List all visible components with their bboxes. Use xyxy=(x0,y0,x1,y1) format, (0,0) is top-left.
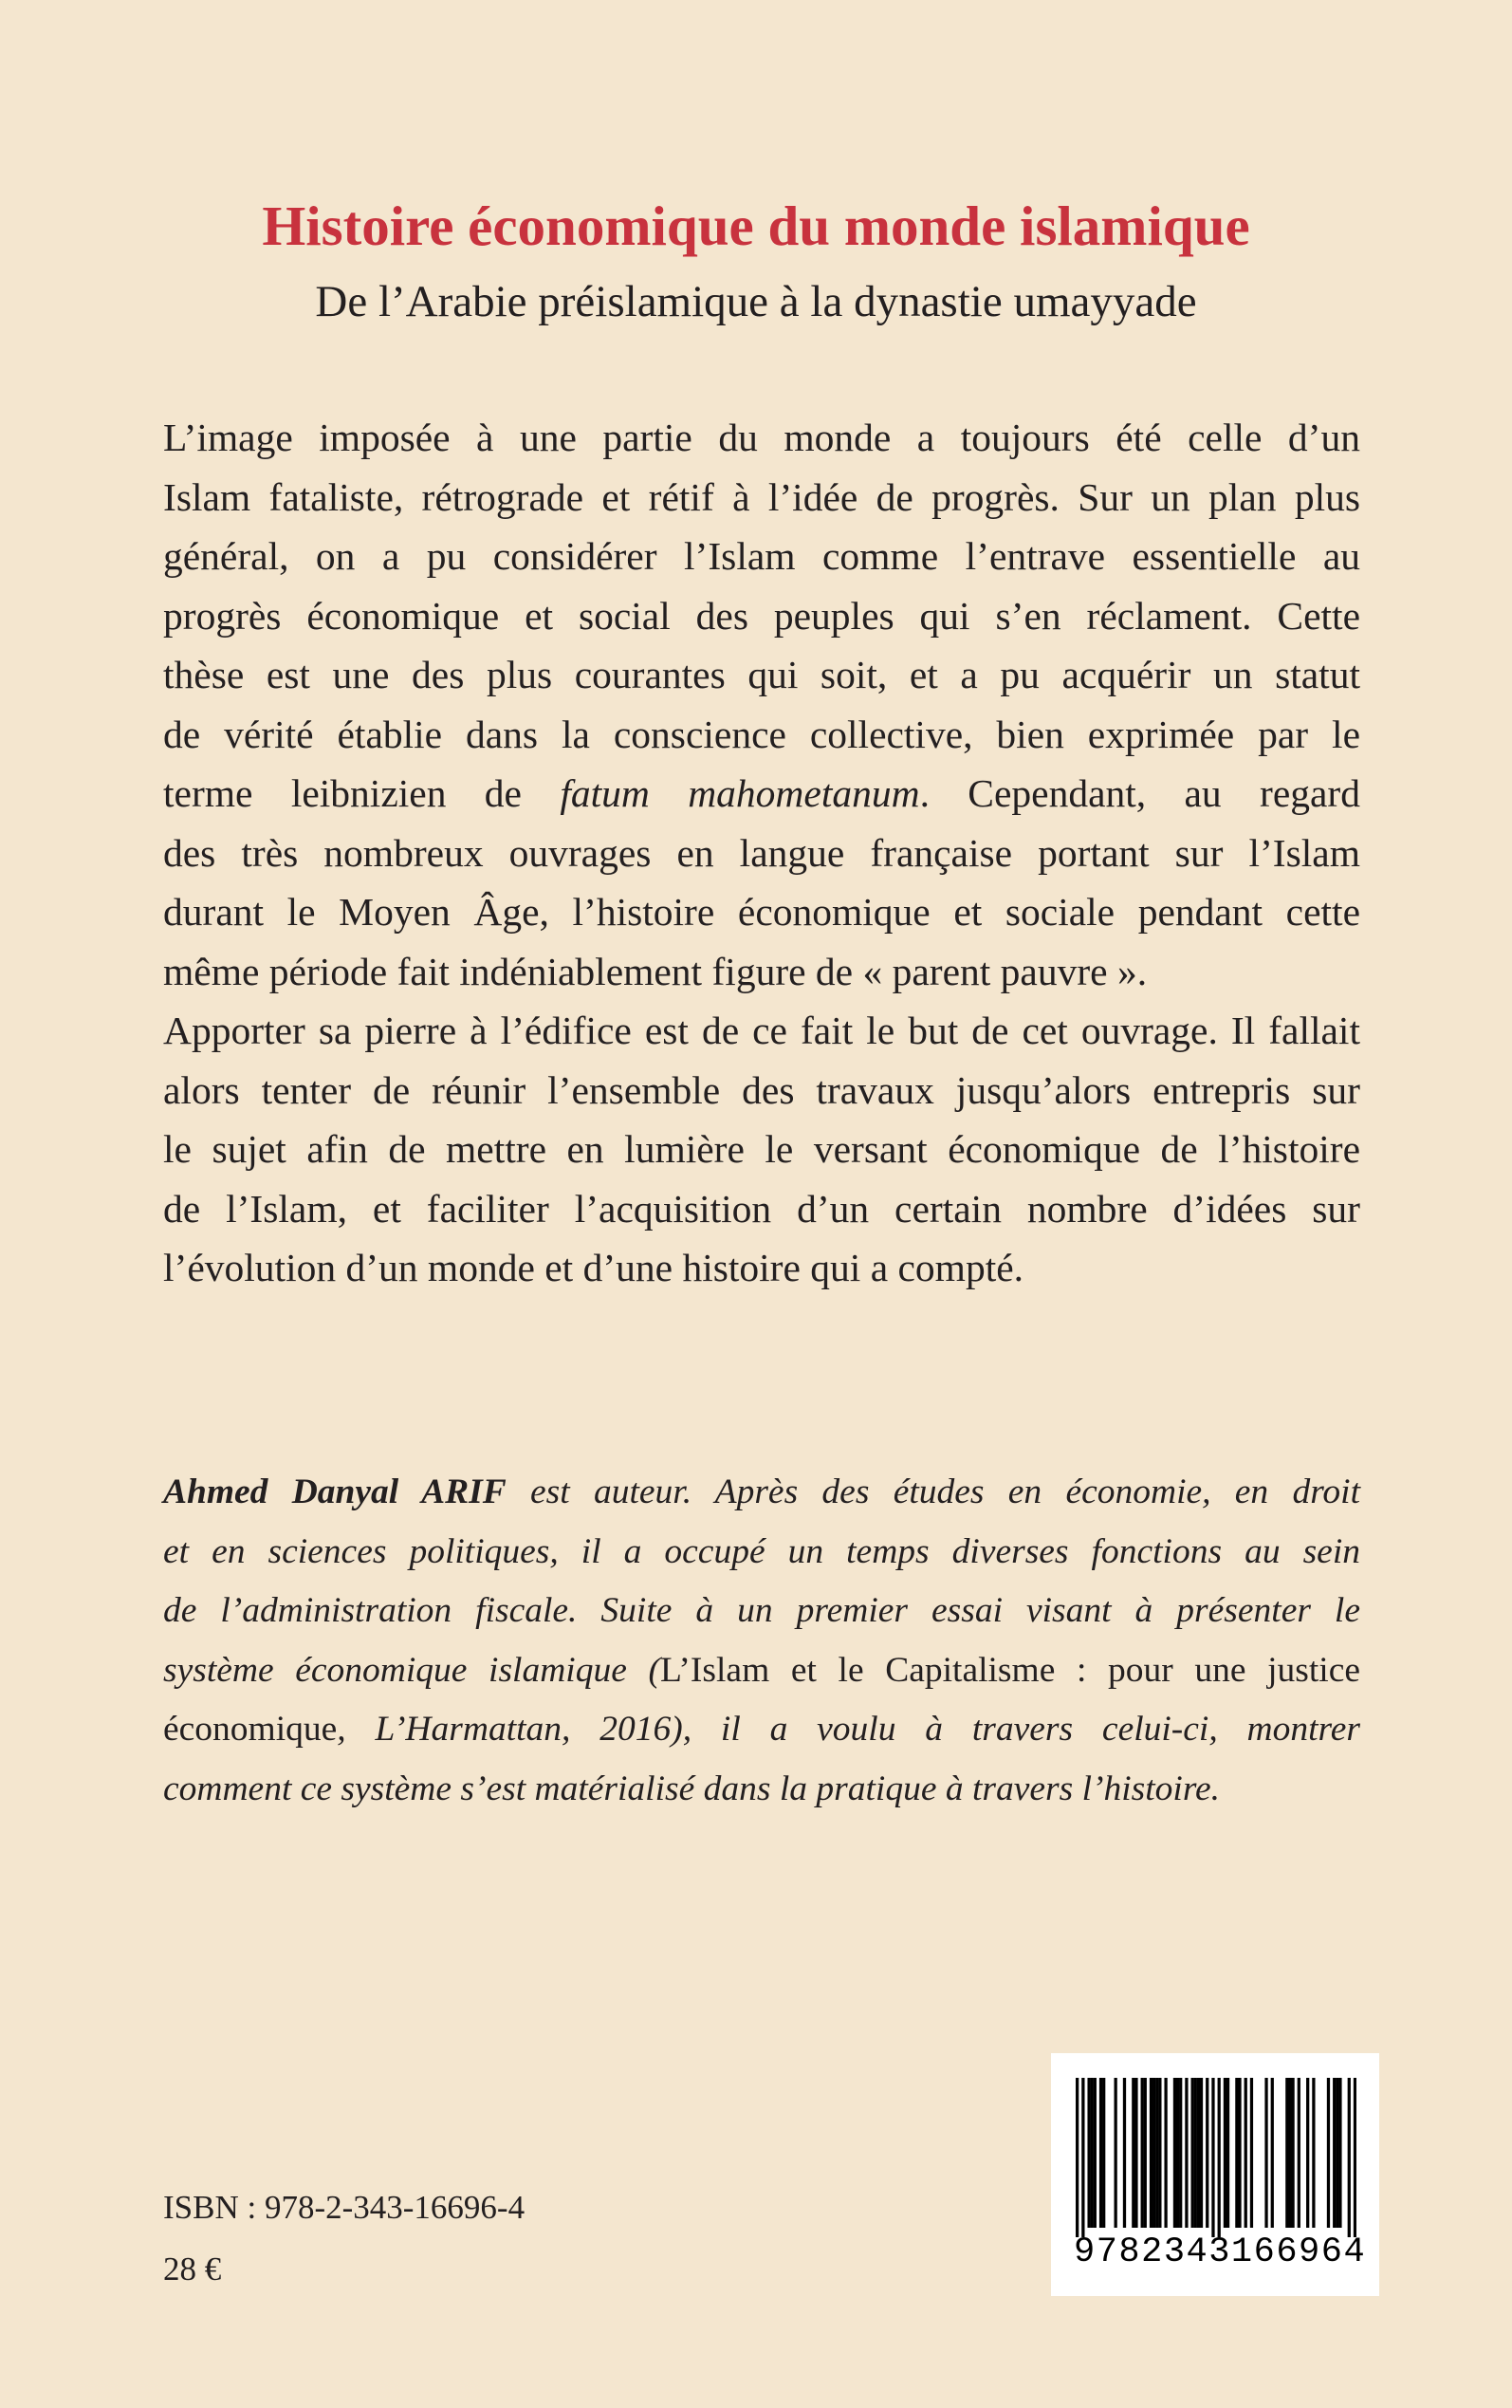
barcode-bar xyxy=(1338,2078,1341,2228)
barcode-bar xyxy=(1123,2078,1126,2228)
author-line: comment ce système s’est matérialisé dans la pratique à travers l’histoire. xyxy=(163,1769,1221,1808)
author-text: est auteur. Après des études en économie, en droit xyxy=(506,1473,1360,1511)
barcode-bar xyxy=(1285,2078,1288,2228)
synopsis-line: progrès économique et social des peuples qui s’en réclament. Cette xyxy=(163,593,1360,638)
barcode-bar xyxy=(1348,2078,1351,2237)
barcode-bar xyxy=(1238,2078,1241,2228)
barcode-bar xyxy=(1194,2078,1197,2228)
synopsis xyxy=(163,408,1360,1298)
barcode-bar xyxy=(1333,2078,1336,2228)
barcode-bar xyxy=(1091,2078,1094,2228)
barcode-bar xyxy=(1179,2078,1182,2228)
barcode-bar xyxy=(1158,2078,1161,2228)
synopsis-line: le sujet afin de mettre en lumière le versant économique de l’histoire xyxy=(163,1127,1360,1171)
barcode-bar xyxy=(1132,2078,1134,2228)
latin-term: fatum mahometanum xyxy=(560,771,920,815)
barcode-bar xyxy=(1200,2078,1203,2228)
synopsis-line: de l’Islam, et faciliter l’acquisition d’un certain nombre d’idées sur xyxy=(163,1186,1360,1231)
barcode-bar xyxy=(1176,2078,1179,2228)
barcode-bar xyxy=(1173,2078,1176,2228)
barcode-bar xyxy=(1206,2078,1208,2228)
barcode xyxy=(1051,2053,1379,2296)
barcode-bar xyxy=(1250,2078,1253,2228)
barcode-bar xyxy=(1144,2078,1147,2228)
barcode-bar xyxy=(1134,2078,1137,2228)
cited-book-title: économique xyxy=(163,1710,338,1749)
barcode-bar xyxy=(1102,2078,1105,2228)
barcode-bar xyxy=(1327,2078,1330,2228)
barcode-bar xyxy=(1094,2078,1097,2228)
barcode-bar xyxy=(1155,2078,1158,2228)
barcode-bar xyxy=(1312,2078,1315,2228)
barcode-bar xyxy=(1115,2078,1117,2228)
barcode-bar xyxy=(1271,2078,1274,2228)
synopsis-line: même période fait indéniablement figure de « parent pauvre ». xyxy=(163,949,1148,993)
barcode-digits: 9782343166964 xyxy=(1074,2232,1367,2272)
barcode-bar xyxy=(1291,2078,1294,2228)
barcode-bar xyxy=(1224,2078,1226,2228)
barcode-bars xyxy=(1076,2078,1356,2237)
barcode-bar xyxy=(1081,2078,1084,2237)
barcode-bar xyxy=(1354,2078,1356,2237)
barcode-bar xyxy=(1087,2078,1090,2228)
author-line xyxy=(163,1700,1360,1760)
synopsis-line: Islam fataliste, rétrograde et rétif à l’idée de progrès. Sur un plan plus xyxy=(163,474,1360,519)
synopsis-line: l’évolution d’un monde et d’une histoire qui a compté. xyxy=(163,1246,1024,1289)
synopsis-text: terme leibnizien de xyxy=(163,771,561,815)
synopsis-line: de vérité établie dans la conscience collective, bien exprimée par le xyxy=(163,712,1360,756)
synopsis-line: des très nombreux ouvrages en langue française portant sur l’Islam xyxy=(163,830,1360,875)
synopsis-line: thèse est une des plus courantes qui soit, et a pu acquérir un statut xyxy=(163,653,1360,696)
barcode-bar xyxy=(1218,2078,1221,2237)
barcode-bar xyxy=(1076,2078,1079,2237)
book-subtitle: De l’Arabie préislamique à la dynastie umayyade xyxy=(315,277,1197,326)
synopsis-line: Apporter sa pierre à l’édifice est de ce fait le but de cet ouvrage. Il fallait xyxy=(163,1009,1360,1052)
barcode-bar xyxy=(1226,2078,1229,2228)
synopsis-text: . Cependant, au regard xyxy=(919,771,1360,815)
price: 28 € xyxy=(163,2251,222,2288)
synopsis-line: durant le Moyen Âge, l’histoire économique et sociale pendant cette xyxy=(163,890,1360,934)
synopsis-line: général, on a pu considérer l’Islam comme l’entrave essentielle au xyxy=(163,534,1360,578)
author-line: de l’administration fiscale. Suite à un premier essai visant à présenter le xyxy=(163,1591,1360,1630)
barcode-bar xyxy=(1298,2078,1300,2228)
barcode-bar xyxy=(1306,2078,1309,2228)
barcode-bar xyxy=(1264,2078,1267,2228)
author-bio xyxy=(163,1463,1360,1819)
barcode-bar xyxy=(1197,2078,1200,2228)
barcode-bar xyxy=(1141,2078,1144,2228)
author-text: , L’Harmattan, 2016), il a voulu à travers celui-ci, montrer xyxy=(337,1710,1360,1749)
barcode-bar xyxy=(1235,2078,1238,2228)
synopsis-line: L’image imposée à une partie du monde a toujours été celle d’un xyxy=(163,416,1360,459)
barcode-bar xyxy=(1185,2078,1188,2228)
cited-book-title: L’Islam et le Capitalisme : pour une justice xyxy=(659,1650,1360,1690)
barcode-bar xyxy=(1099,2078,1102,2228)
author-line xyxy=(163,1641,1360,1701)
barcode-bar xyxy=(1191,2078,1194,2228)
barcode-bar xyxy=(1164,2078,1167,2228)
isbn: ISBN : 978-2-343-16696-4 xyxy=(163,2189,526,2226)
barcode-bar xyxy=(1288,2078,1291,2228)
author-line xyxy=(163,1463,1360,1523)
synopsis-line: alors tenter de réunir l’ensemble des travaux jusqu’alors entrepris sur xyxy=(163,1067,1360,1112)
barcode-bar xyxy=(1336,2078,1338,2228)
synopsis-line xyxy=(163,764,1360,824)
barcode-bar xyxy=(1152,2078,1155,2228)
author-text: système économique islamique ( xyxy=(163,1650,660,1690)
author-name: Ahmed Danyal ARIF xyxy=(163,1473,507,1511)
book-title: Histoire économique du monde islamique xyxy=(262,194,1250,257)
author-line: et en sciences politiques, il a occupé un temps diverses fonctions au sein xyxy=(163,1531,1360,1571)
barcode-bar xyxy=(1245,2078,1247,2228)
barcode-bar xyxy=(1211,2078,1214,2237)
barcode-bar xyxy=(1150,2078,1152,2228)
